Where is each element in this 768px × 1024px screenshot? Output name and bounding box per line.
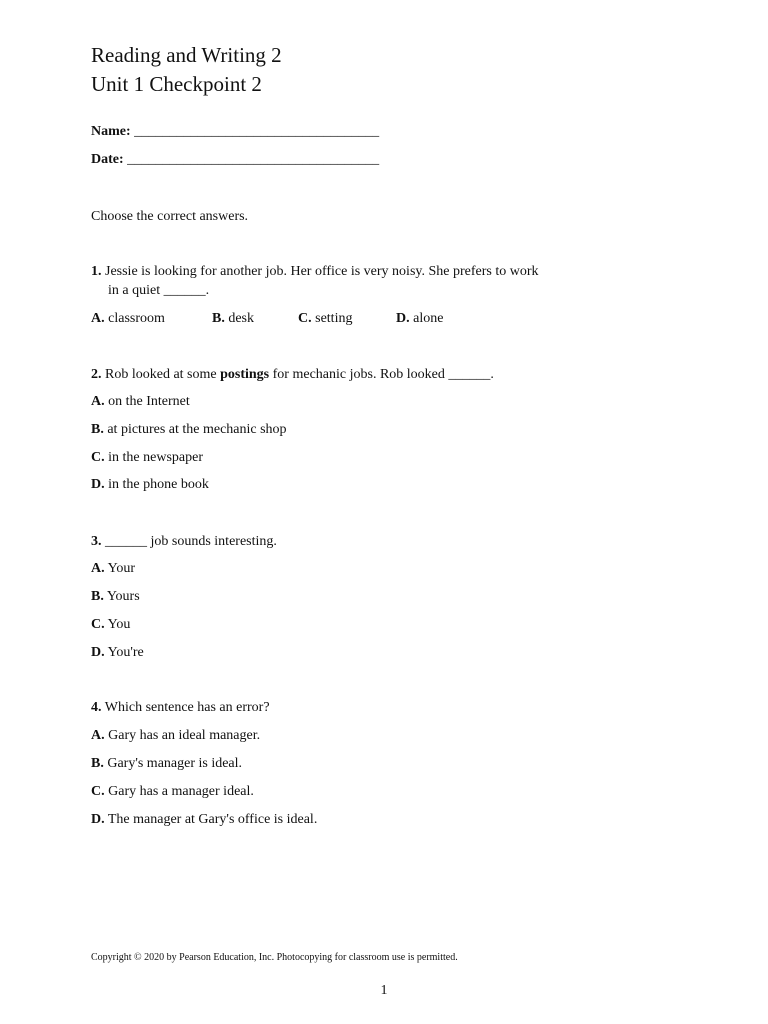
question-3-option-b[interactable]: B. Yours bbox=[91, 589, 140, 604]
question-1-number: 1. bbox=[91, 264, 102, 279]
date-blank-line: ____________________________________ bbox=[127, 152, 380, 167]
question-4-text: 4. Which sentence has an error? bbox=[91, 700, 270, 715]
question-2-option-d[interactable]: D. in the phone book bbox=[91, 477, 209, 492]
question-1-option-a[interactable]: A. classroom bbox=[91, 311, 165, 326]
question-3-text: 3. ______ job sounds interesting. bbox=[91, 534, 277, 549]
question-2-text: 2. Rob looked at some postings for mechanic jobs. Rob looked ______. bbox=[91, 367, 494, 382]
name-field[interactable] bbox=[91, 123, 379, 141]
question-2-number: 2. bbox=[91, 367, 102, 382]
question-3-number: 3. bbox=[91, 534, 102, 549]
name-label: Name: bbox=[91, 124, 131, 139]
question-3-option-c[interactable]: C. You bbox=[91, 617, 131, 632]
question-2-option-a[interactable]: A. on the Internet bbox=[91, 394, 190, 409]
question-1-option-b[interactable]: B. desk bbox=[212, 311, 255, 326]
question-1-option-c[interactable]: C. setting bbox=[298, 311, 353, 326]
question-2-keyword: postings bbox=[220, 367, 270, 382]
question-4-number: 4. bbox=[91, 700, 102, 715]
name-blank-line: ___________________________________ bbox=[134, 124, 380, 139]
question-3-option-d[interactable]: D. You're bbox=[91, 645, 144, 660]
question-2-option-c[interactable]: C. in the newspaper bbox=[91, 450, 203, 465]
page-number: 1 bbox=[380, 983, 388, 998]
question-1-text-continued: in a quiet ______. bbox=[108, 283, 210, 298]
question-4-option-a[interactable]: A. Gary has an ideal manager. bbox=[91, 728, 261, 743]
question-4-option-c[interactable]: C. Gary has a manager ideal. bbox=[91, 784, 254, 799]
question-4-option-b[interactable]: B. Gary's manager is ideal. bbox=[91, 756, 243, 771]
question-4-option-d[interactable]: D. The manager at Gary's office is ideal. bbox=[91, 812, 318, 827]
question-3-option-a[interactable]: A. Your bbox=[91, 561, 135, 576]
page-title: Reading and Writing 2 bbox=[91, 43, 282, 67]
instructions-text: Choose the correct answers. bbox=[91, 209, 249, 224]
question-1-text: 1. Jessie is looking for another job. Her office is very noisy. She prefers to work bbox=[91, 264, 539, 279]
date-label: Date: bbox=[91, 152, 124, 167]
question-1-option-d[interactable]: D. alone bbox=[396, 311, 444, 326]
page-subtitle: Unit 1 Checkpoint 2 bbox=[91, 72, 262, 96]
date-field[interactable] bbox=[91, 151, 379, 169]
copyright-notice: Copyright © 2020 by Pearson Education, Inc. Photocopying for classroom use is permitted. bbox=[91, 952, 458, 963]
question-2-option-b[interactable]: B. at pictures at the mechanic shop bbox=[91, 422, 287, 437]
